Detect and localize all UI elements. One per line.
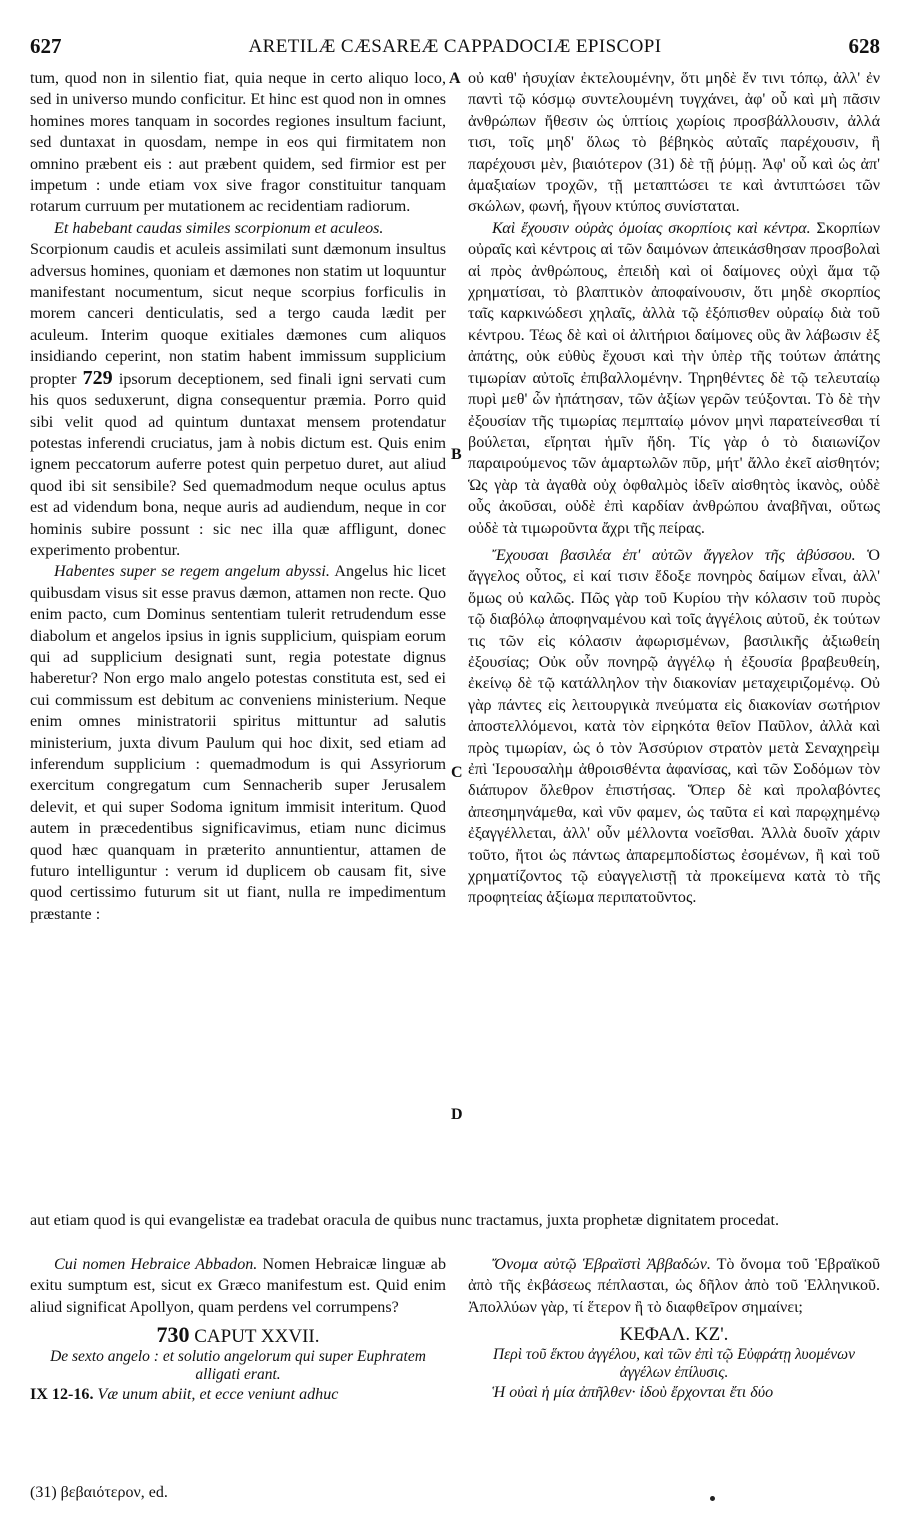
latin-lemma-3: Cui nomen Hebraice Abbadon. <box>54 1256 258 1273</box>
latin-paragraph-2: Scorpionum caudis et aculeis assimilati sunt dæmonum insultus adversus homines, quoniam et dæmones non statim ut loquuntur manifestant nocumentum, sicut neque scorpius forficulis in morem canceri denticulatis, sed a tergo cauda lædit per aculeum. Interim quoque exitiales dæmones cum aliquos insidiando ceperint, non statim habent immissum supplicium propter 729 ipsorum deceptionem, sed finali igni servati cum his quos seduxerunt, digna consequentur præmia. Porro quid sibi velit quod ad quintum duntaxat mensem protendatur potestas inferendi cruciatus, jam à nobis dictum est. Quis enim ignem peccatorum auferre potest quin perpetuo duret, aut aliud quod ibi sit sensibile? Sed quemadmodum neque oculus aptus est ad videndum bona, neque auris ad audiendum, neque in cor hominis subire possunt : sic nec illa quæ affligunt, donec experimento probentur. <box>30 241 446 559</box>
greek-column <box>468 68 880 909</box>
ink-dot <box>710 1496 715 1501</box>
greek-lower-column <box>468 1254 880 1403</box>
latin-column <box>30 68 446 925</box>
column-marker-d: D <box>451 1106 463 1123</box>
greek-paragraph-1: οὐ καθ' ἡσυχίαν ἐκτελουμένην, ὅτι μηδὲ ἔν τινι τόπῳ, ἀλλ' ἐν παντὶ τῷ κόσμῳ συντελουμένη τυγχάνει, ἀφ' οὗ καὶ μὴ πᾶσιν ἀνθρώπων ἤθεσιν ὡς ὑπτίοις χωρίοις προσβάλλουσιν, ἀλλά τισι, τοῖς μηδ' ὅλως τὸ βέβηκὸς αὐταῖς παρέχουσιν, ἢ παρέχουσι μὲν, βιαιότερον (31) δὲ τῇ ῥύμῃ. Ἀφ' οὗ καὶ ὡς ἀπ' ἁμαξιαίων τροχῶν, τῇ μεταπτώσει τε καὶ ἀντιπτώσει τῶν σκώλων, φωνή, ἤγουν κτύπος συνίσταται. <box>468 70 880 216</box>
latin-lower-column <box>30 1254 446 1405</box>
greek-lemma-1: Καὶ ἔχουσιν οὐρὰς ὁμοίας σκορπίοις καὶ κέντρα. <box>492 219 811 237</box>
latin-paragraph-5: Cui nomen Hebraice Abbadon. Nomen Hebraicæ linguæ ab exitu sumptum est, sicut ex Græco manifestum est. Quid enim aliud significat Apollyon, quam perdens vel corrumpens? <box>30 1256 446 1316</box>
running-title: ARETILÆ CÆSAREÆ CAPPADOCIÆ EPISCOPI <box>248 36 662 57</box>
latin-paragraph-3: Habentes super se regem angelum abyssi. Angelus hic licet quibusdam visus sit esse pravus dæmon, attamen non recte. Quo enim pacto, cum Dominus sententiam tulerit retrudendum esse diabolum et angelos ipsius in ignis supplicium, quispiam eorum qui ad supplicium designati sunt, regia potestate dignus haberetur? Non ergo malo angelo potestas constituta est, sed ei cui commissum est debitum ac conveniens ministerium. Neque enim omnes ministratorii spiritus mittuntur ad salutis ministerium, juxta divum Paulum qui hoc dixit, sed etiam ad inferendum supplicium : quemadmodum is qui Assyriorum exercitum congregatum cum Sennacherib super Jerusalem delevit, et qui super Sodoma ignitum immisit interitum. Quod autem in præcedentibus significavimus, etiam nunc dicimus quod hæc quanquam in præterito annuntientur, attamen de futuro intelliguntur : verum id duplicem ob causam fit, sive quod certissimo futurum sit ut fiant, nulla re impedimentum præstante : <box>30 563 446 923</box>
greek-lemma-2: Ἔχουσαι βασιλέα ἐπ' αὐτῶν ἄγγελον τῆς ἀβύσσου. <box>492 546 856 564</box>
latin-paragraph-1: tum, quod non in silentio fiat, quia neque in certo aliquo loco, sed in universo mundo conficitur. Et hinc est quod non in omnes homines mores tanquam in socordes regiones insultum faciunt, sed duntaxat in quosdam, nempe in eos qui firmitatem non omnino præbent eis : aut præbent quidem, sed firmior est per impetum : unde etiam vox sive fragor constituitur tanquam rotarum curruum per mutationem ac recidentiam radiorum. <box>30 70 446 216</box>
page-header <box>30 34 880 62</box>
latin-chapter-subtitle: De sexto angelo : et solutio angelorum qui super Euphratem alligati erant. <box>50 1347 426 1383</box>
chapter-column-number: 730 <box>156 1322 190 1348</box>
column-marker-b: B <box>451 446 462 463</box>
greek-verse: Ἡ οὐαὶ ἡ μία ἀπῆλθεν· ἰδοὺ ἔρχονται ἔτι δύο <box>492 1383 774 1401</box>
column-marker-a: A <box>449 70 461 87</box>
latin-lemma-2: Habentes super se regem angelum abyssi. <box>54 563 330 581</box>
left-page-number: 627 <box>30 34 62 58</box>
column-marker-c: C <box>451 764 463 781</box>
right-page-number: 628 <box>848 34 880 58</box>
column-number: 729 <box>82 366 113 389</box>
latin-chapter-heading: 730 CAPUT XXVII. <box>156 1322 320 1348</box>
greek-paragraph-3: Ἔχουσαι βασιλέα ἐπ' αὐτῶν ἄγγελον τῆς ἀβύσσου. Ὁ ἄγγελος οὗτος, εἰ καί τισιν ἔδοξε πονηρὸς δαίμων εἶναι, ἀλλ' ὅμως οὐ καλῶς. Πῶς γὰρ τοῦ Κυρίου τὴν κόλασιν τοῦ πυρὸς τῷ διαβόλῳ ἀποφηναμένου καὶ τοῖς ἀγγέλοις αὐτοῦ, ἐκ τούτων τις τῶν εἰς κόλασιν ἀφωρισμένων, βασιλικῆς ἀξιωθείη ἐξουσίας; Οὐκ οὖν πονηρῷ ἀγγέλῳ ἡ ἐξουσία βραβευθείη, ἐκείνῳ δὲ τῷ κατάλληλον τὴν διακονίαν μεταχειριζομένῳ. Οὐ γὰρ πάντες εἰς λειτουργικὰ πνεύματα εἰς διακονίαν σωτήριον ἀποστελλόμενοι, κατὰ τὸν εἰρηκότα θεῖον Παῦλον, ἀλλὰ καὶ πρὸς τιμωρίαν, ὡς ὁ τὸν Ἀσσύριον στρατὸν μετὰ Σεναχηρεὶμ ἐπὶ Ἱερουσαλὴμ ἀθροισθέντα ἀφανίσας, καὶ τῶν Σοδόμων τὸν διάπυρον ὄλεθρον ἐπιστήσας. Ὅπερ δὲ καὶ προλαβόντες ἀπεσημηνάμεθα, καὶ νῦν φαμεν, ὡς ταῦτα εἰ καὶ παρῳχημένῳ ἐξαγγέλλεται, ἀλλ' οὖν μέλλοντα νοεῖσθαι. Ἀλλὰ δυοῖν χάριν τοῦτο, ἤτοι ὡς πάντως ἀπαρεμποδίστως ἐσομένων, ἢ καὶ τοῦ χρηματίζοντος τῷ εὐαγγελιστῇ τὰ προκείμενα κατὰ τὸ τῆς προφητείας ἀξίωμα περιπατοῦντος. <box>468 546 880 907</box>
greek-paragraph-2: Καὶ ἔχουσιν οὐρὰς ὁμοίας σκορπίοις καὶ κέντρα. Σκορπίων οὐραῖς καὶ κέντροις αἱ τῶν δαιμόνων ἀπεικάσθησαν προσβολαὶ αἱ πρὸς ἀνθρώπους, ἐπειδὴ καὶ οἱ δαίμονες οὐχὶ ἅμα τῷ χρηματίσαι, τὸ βλαπτικὸν ἀποφαίνουσιν, ὅτι μηδὲ σκορπίος ταῖς καρκινώδεσι χηλαῖς, ἀλλὰ τῷ ἐξόπισθεν οὐραίῳ διὰ τοῦ κέντρου. Τέως δὲ καὶ οἱ ἀλιτήριοι δαίμονες οὓς ἂν λάβωσιν ἐξ ἀπάτης, οὐκ εὐθὺς ἔχουσι καὶ τὴν ὑπὲρ τῆς τούτων ἀπάτης τιμωρίαν αὐτοῖς ἐπιβαλλομένην. Τηρηθέντες δὲ τῷ τελευταίῳ πυρὶ μεθ' ὧν ἠπάτησαν, τῶν ἀξίων γερῶν τεύξονται. Τὸ δὲ τὴν ἐξουσίαν τῆς τιμωρίας πεμπταίῳ μόνον μηνὶ παρατείνεσθαι τί βούλεται, εἴρηται ἡμῖν ἤδη. Τίς γὰρ ὁ τὸ διαιωνίζον παραιρούμενος τῶν ἁμαρτωλῶν πῦρ, μήτ' ἄλλο ἐκεῖ αἰσθητόν; Ὡς γὰρ τὰ ἀγαθὰ οὐχ ὀφθαλμὸς ἰδεῖν αἰσθητὸς ἱκανὸς, οὐδὲ οὖς ἀκοῦσαι, οὐδὲ ἐπὶ καρδίαν ἀνθρώπου ἀναβῆναι, οὕτως οὐδὲ τὰ τιμωροῦντα ἄχρι τῆς πείρας. <box>468 219 880 537</box>
footnote: (31) βεβαιότερον, ed. <box>30 1484 168 1501</box>
verse-reference: IX 12-16. <box>30 1385 94 1403</box>
greek-lemma-3: Ὄνομα αὐτῷ Ἑβραϊστὶ Ἀββαδών. <box>492 1256 711 1273</box>
latin-lemma-1: Et habebant caudas similes scorpionum et aculeos. <box>54 219 384 237</box>
latin-verse: IX 12-16. Væ unum abiit, et ecce veniunt adhuc <box>30 1385 339 1403</box>
greek-chapter-subtitle: Περὶ τοῦ ἕκτου ἀγγέλου, καὶ τῶν ἐπὶ τῷ Εὐφράτῃ λυομένων ἀγγέλων ἐπίλυσις. <box>492 1345 855 1381</box>
greek-paragraph-5: Ὄνομα αὐτῷ Ἑβραϊστὶ Ἀββαδών. Τὸ ὄνομα τοῦ Ἑβραϊκοῦ ἀπὸ τῆς ἐκβάσεως πέπλασται, ὡς δῆλον ἀπὸ τοῦ Ἑλληνικοῦ. Ἀπολλύων γὰρ, τί ἕτερον ἢ τὸ διαφθεῖρον σημαίνει; <box>468 1256 881 1316</box>
full-width-line: aut etiam quod is qui evangelistæ ea tradebat oracula de quibus nunc tractamus, juxta prophetæ dignitatem procedat. <box>30 1212 780 1229</box>
greek-chapter-heading: ΚΕΦΑΛ. ΚΖ'. <box>619 1324 729 1346</box>
